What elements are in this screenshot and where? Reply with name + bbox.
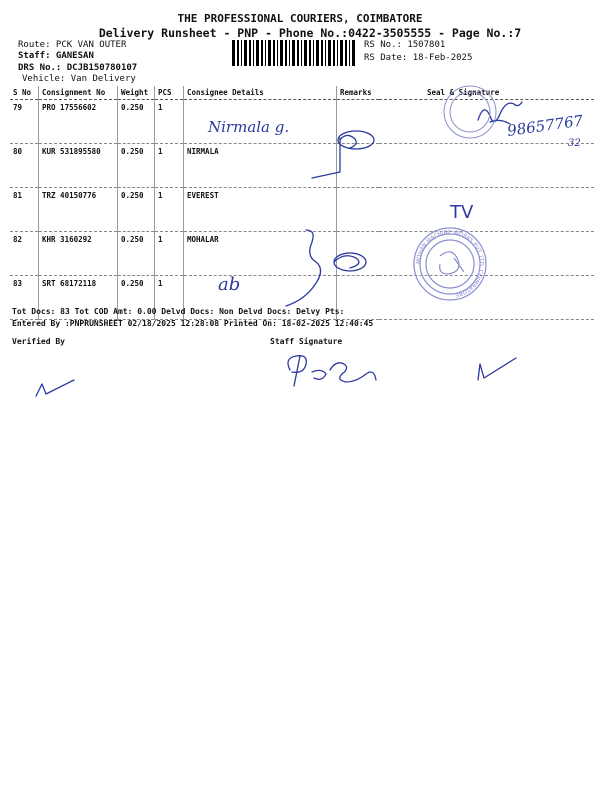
barcode-bar [268,40,271,66]
handwritten-mark: TV [450,202,474,223]
barcode-bar [321,40,323,66]
barcode-bar [309,40,311,66]
cell-consignee: NIRMALA [184,144,337,188]
cell-pcs: 1 [155,232,184,276]
table-header-row [10,86,594,100]
cell-remarks [337,188,380,232]
barcode-bar [316,40,319,66]
col-sno: S No [10,86,39,100]
cell-sno: 79 [10,100,39,144]
barcode-bar [337,40,338,66]
staff-label: Staff: GANESAN [18,51,94,61]
barcode-bar [297,40,299,66]
cell-consignment: SRT 68172118 [39,276,118,320]
barcode-bar [232,40,235,66]
check-mark-icon [36,380,74,396]
cell-sno: 81 [10,188,39,232]
barcode-bar [301,40,302,66]
col-consignee: Consignee Details [184,86,337,100]
check-mark-icon [478,358,516,380]
col-pcs: PCS [155,86,184,100]
staff-signature-label: Staff Signature [270,337,343,346]
cell-weight: 0.250 [118,276,155,320]
cell-remarks [337,100,380,144]
rs-number: RS No.: 1507801 [364,40,446,50]
cell-consignee [184,100,337,144]
barcode-bar [256,40,259,66]
cell-seal [379,276,594,320]
runsheet-table [10,86,594,320]
cell-weight: 0.250 [118,188,155,232]
drs-number: DRS No.: DCJB150780107 [18,63,138,73]
entered-by-line: Entered By :PNPRUNSHEET 02/18/2025 12:28:08 Printed On: 18-02-2025 12:40:45 [12,319,374,328]
cell-consignment: KHR 3160292 [39,232,118,276]
cell-remarks [337,232,380,276]
cell-pcs: 1 [155,188,184,232]
seal-text: MOHAN MACHINE WORKS PVT. LTD. COIMBATORE [415,229,485,298]
table-row [10,144,594,188]
col-weight: Weight [118,86,155,100]
barcode-bar [333,40,335,66]
barcode-icon [232,40,356,66]
cell-pcs: 1 [155,100,184,144]
barcode-bar [237,40,239,66]
barcode-bar [313,40,314,66]
rs-date: RS Date: 18-Feb-2025 [364,53,473,63]
cell-consignment: TRZ 40150776 [39,188,118,232]
cell-consignee: EVEREST [184,188,337,232]
cell-remarks [337,144,380,188]
barcode-bar [289,40,290,66]
barcode-bar [273,40,275,66]
cell-pcs: 1 [155,144,184,188]
cell-weight: 0.250 [118,100,155,144]
cell-sno: 80 [10,144,39,188]
barcode-bar [352,40,355,66]
cell-seal [379,144,594,188]
barcode-bar [253,40,254,66]
cell-consignee: MOHALAR [184,232,337,276]
barcode-bar [328,40,331,66]
col-consignment: Consignment No [39,86,118,100]
barcode-bar [340,40,343,66]
barcode-bar [265,40,266,66]
table-row [10,100,594,144]
cell-weight: 0.250 [118,144,155,188]
table-row [10,232,594,276]
barcode-bar [345,40,347,66]
col-seal-signature: Seal & Signature [379,86,594,100]
route-label: Route: PCK VAN OUTER [18,40,127,50]
cell-sno: 82 [10,232,39,276]
cell-weight: 0.250 [118,232,155,276]
handwritten-initials: ab [218,274,241,295]
handwritten-phone: 98657767 [506,111,585,140]
barcode-bar [349,40,350,66]
table-row [10,188,594,232]
handwritten-phone-suffix: 32 [568,138,581,149]
barcode-bar [244,40,247,66]
cell-pcs: 1 [155,276,184,320]
barcode-bar [280,40,283,66]
barcode-bar [325,40,326,66]
cell-consignment: KUR 531895580 [39,144,118,188]
barcode-bar [285,40,287,66]
handwritten-name: Nirmala g. [208,118,290,136]
barcode-bar [249,40,251,66]
barcode-bar [261,40,263,66]
cell-seal [379,100,594,144]
company-title: THE PROFESSIONAL COURIERS, COIMBATORE [177,12,423,25]
verified-by-label: Verified By [12,337,65,346]
barcode-bar [277,40,278,66]
col-remarks: Remarks [337,86,380,100]
cell-seal [379,232,594,276]
vehicle-label: Vehicle: Van Delivery [22,74,136,84]
cell-seal [379,188,594,232]
barcode-bar [241,40,242,66]
cell-consignment: PRO 17556602 [39,100,118,144]
staff-signature-scribble [288,356,376,386]
barcode-bar [292,40,295,66]
cell-sno: 83 [10,276,39,320]
barcode-bar [304,40,307,66]
runsheet-subtitle: Delivery Runsheet - PNP - Phone No.:0422-3505555 - Page No.:7 [98,26,522,40]
totals-line: Tot Docs: 83 Tot COD Amt: 0.00 Delvd Docs: Non Delvd Docs: Delvy Pts: [12,307,345,316]
